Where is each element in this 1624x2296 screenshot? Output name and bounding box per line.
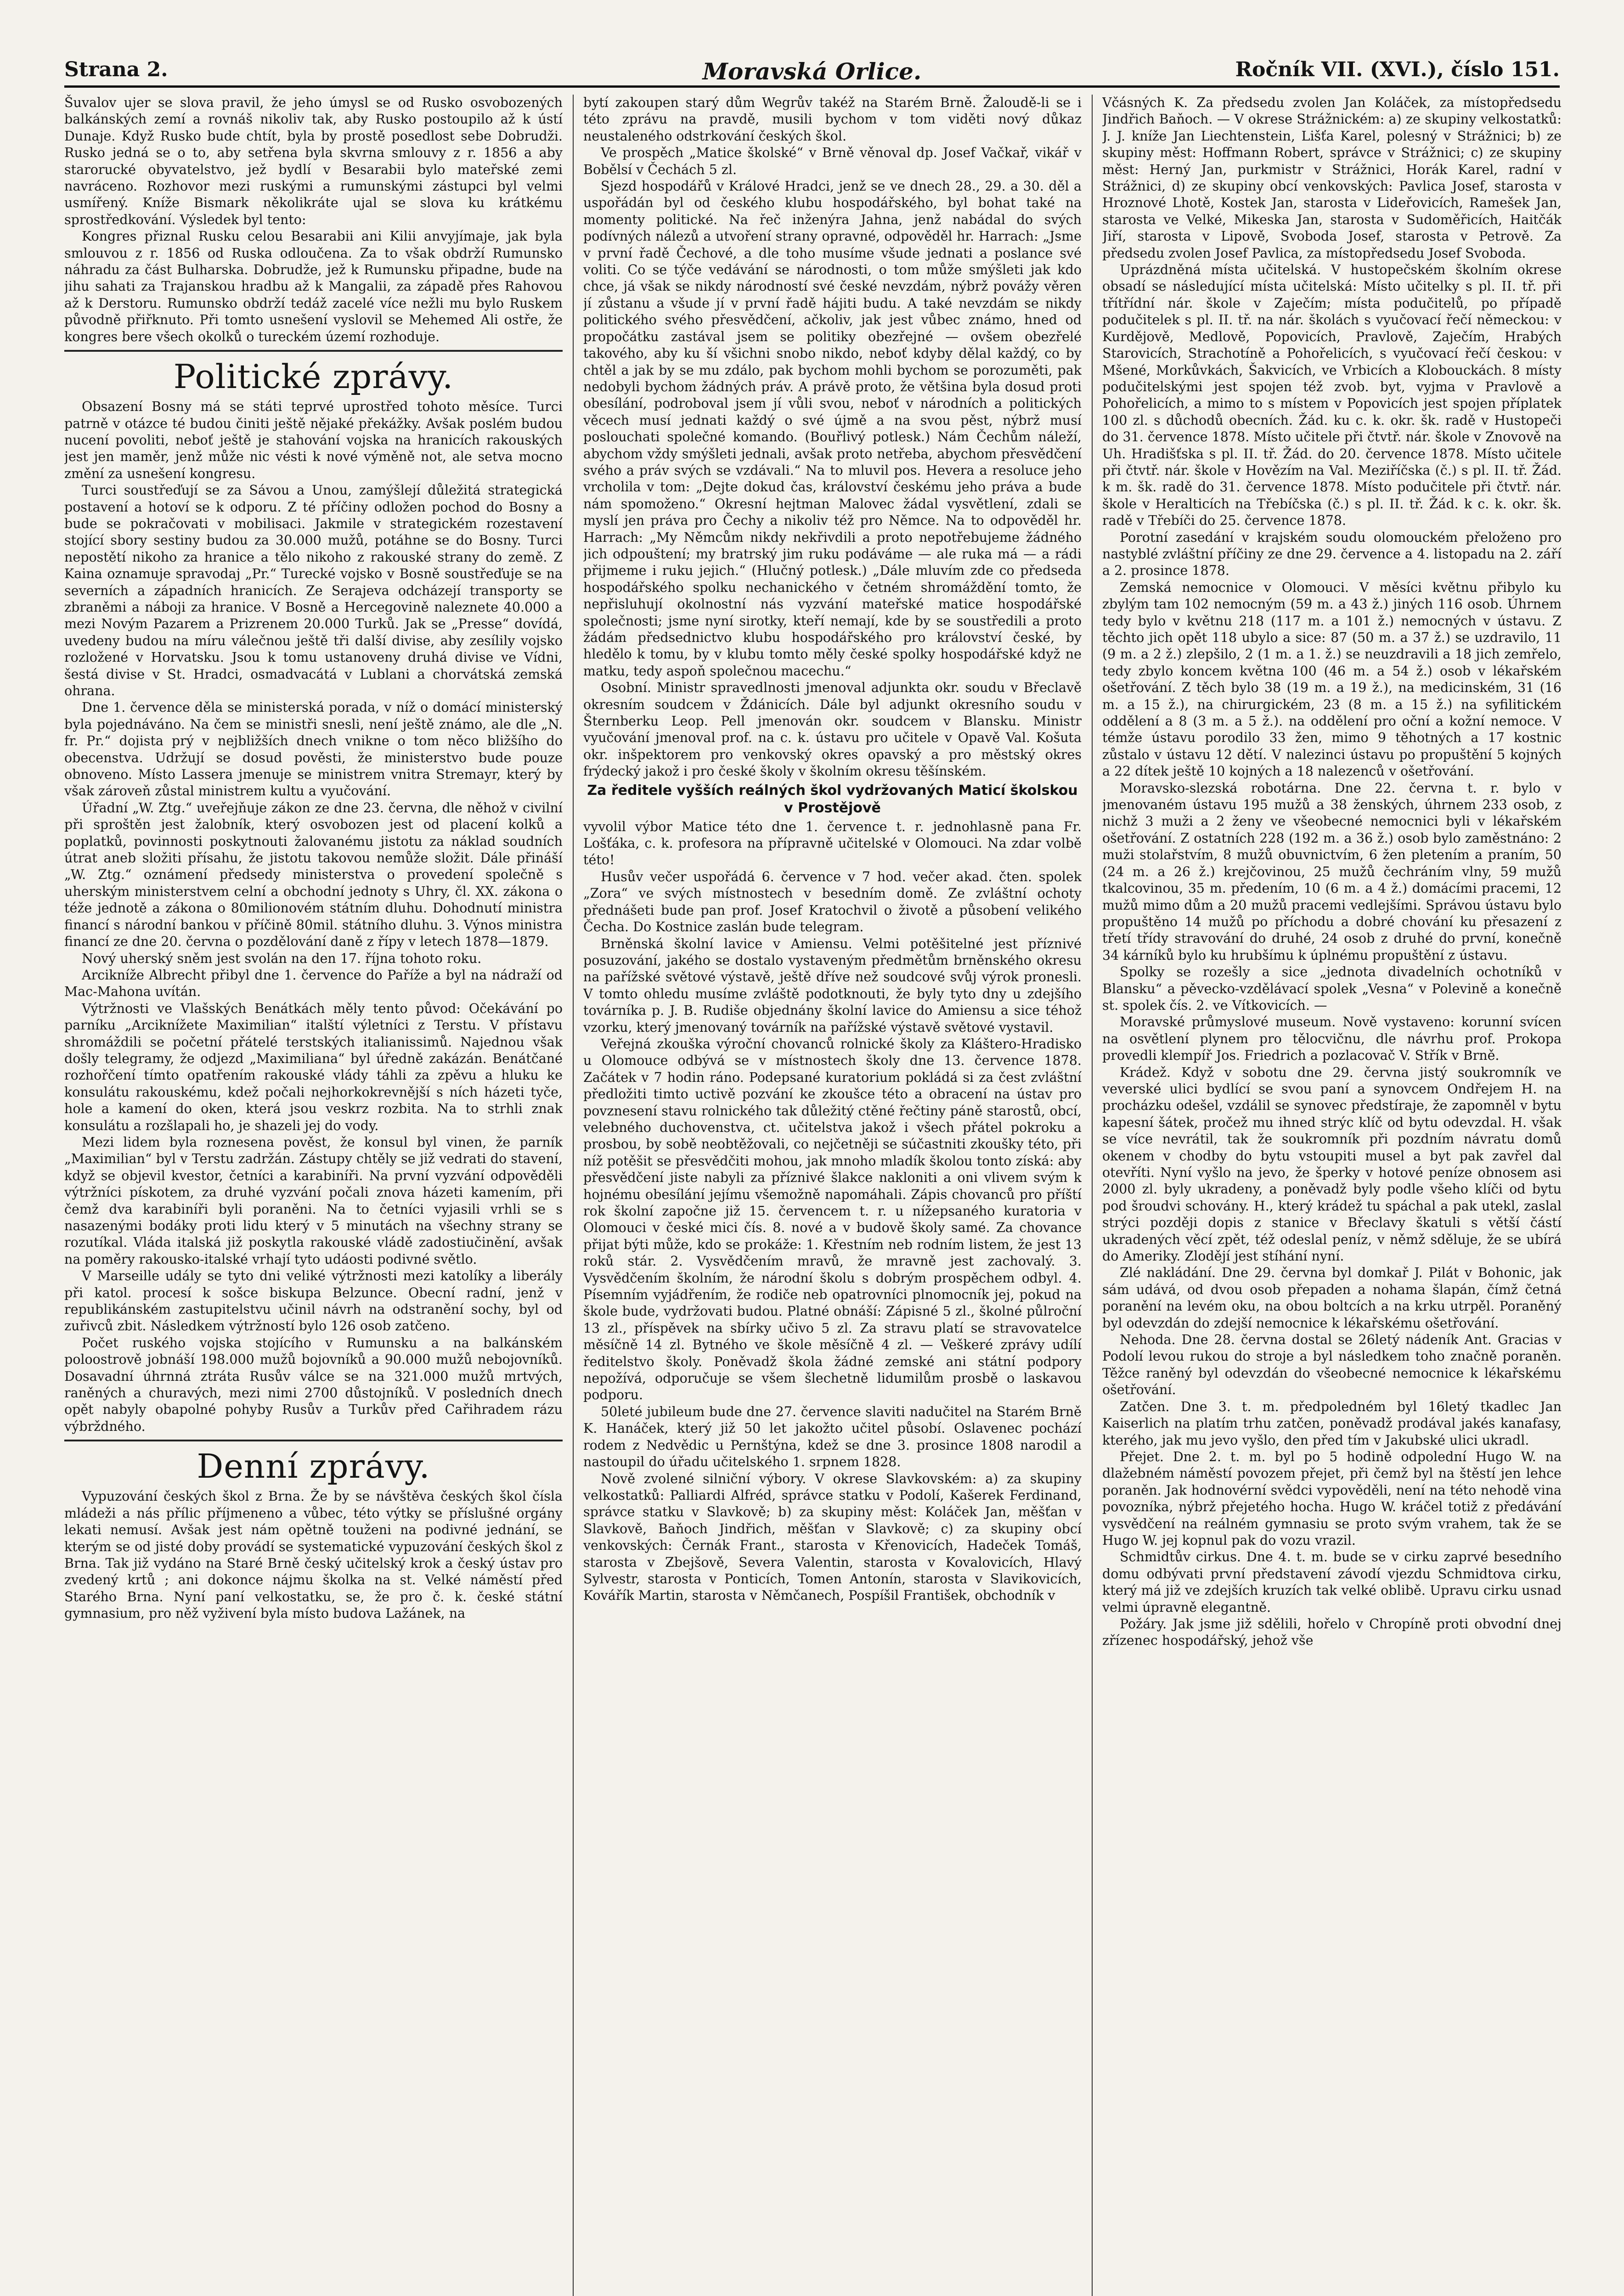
- paragraph: Uprázdněná místa učitelská. V hustopečském školním okrese obsadí se následující místa učitelská: Místo učitelky s pl. II. tř. při třítřídní nár. škole v Zaječím; místa podučitelů, po případě podučitelek s pl. II. tř. na nár. školách s vyučovací řečí německou: v Kurdějově, Medlově, Popovicích, Pravlově, Zaječím, Hrabých Starovicích, Strachotíně a Pohořelicích, s vyučovací řečí českou: v Mšené, Morkůvkách, Šakvicích, ve Vrbicích a Klobouckách. 8 místy podučitelskými jest spojen též zvob. byt, vyjma v Pravlově a Pohořelicích, a mimo to s místem v Popovicích jest spojen příplatek 100 zl. s důchodů obecních. Žád. ku c. k. okr. šk. radě v Hustopeči do 31. července 1878. Místo učitele při čtvtř. nár. škole v Znovově na Uh. Hradišťska s pl. II. tř. Žád. do 20. července 1878. Místo učitele při čtvtř. nár. škole v Hovězím na Val. Meziříčska (č.) s pl. II. tř. Žád. k m. šk. radě do 31. července 1878. Místo podučitele při čtvtř. nár. škole v Heralticích na Třebíčska (č.) s pl. II. tř. Žád. k c. k. okr. šk. radě v Třebíči do 25. července 1878.: [1102, 262, 1562, 529]
- section-rule: [64, 1440, 563, 1441]
- paragraph: Nehoda. Dne 28. června dostal se 26letý nádeník Ant. Gracias v Podolí levou rukou do stroje a byl následkem toho značně poraněn. Těžce raněný byl odevzdán do všeobecné nemocnice k lékařskému ošetřování.: [1102, 1332, 1562, 1398]
- paragraph: Zlé nakládání. Dne 29. června byl domkař J. Pilát v Bohonic, jak sám udává, od dvou osob přepaden a nohama šlapán, čímž četná poranění na levém oku, na obou boltcích a na krku utrpěl. Poraněný byl odevzdán do zdejší nemocnice k lékařskému ošetřování.: [1102, 1265, 1562, 1331]
- paragraph: Turci soustřeďují se za Sávou a Unou, zamýšlejí důležitá strategická postavení a hotoví se k odporu. Z té příčiny odložen pochod do Bosny a bude se pokračovati v mobilisaci. Jakmile v strategickém rozestavení stojící sbory sestiny budou za 30.000 mužů, potáhne se do Bosny. Turci nepostětí nikoho za hranice a tělo nikoho z rakouské strany do země. Z Kaina oznamuje spravodaj „Pr.“ Turecké vojsko v Bosně soustřeďuje se na severních a západních hranicích. Ze Serajeva odcházejí transporty se zbraněmi a náboji za hranice. V Bosně a Hercegovině naleznete 40.000 a mezi Novým Pazarem a Prizrenem 20.000 Turků. Jak se „Presse“ dovídá, uvedeny budou na míru válečnou ještě tři další divise, aby zesílily vojsko rozložené v Horvatsku. Jsou k tomu ustanoveny druhá divise ve Vídni, šestá divise v St. Hradci, osmadvacátá v Lublani a chorvátská zemská ohrana.: [64, 483, 563, 698]
- paragraph: Úřadní „W. Ztg.“ uveřejňuje zákon ze dne 23. června, dle něhož v civilní při sproštěn jest žalobník, který osvobozen jest od placení kolků a poplatků, povinnosti poskytnouti žalovanému jistotu za náklad soudních útrat aneb složiti přísahu, že jistotu takovou nemůže složit. Dále přináší „W. Ztg.“ oznámení předsedy ministerstva o provedení společně s uherským ministerstvem celní a obchodní jednoty s Uhry, čl. XX. zákona o téže jednotě a zákona o 80milionovém státním dluhu. Dohodnutí ministra financí s národní bankou v příčině 80mil. státního dluhu. 3. Výnos ministra financí ze dne 20. června o pozdělování daně z řípy v letech 1878—1879.: [64, 800, 563, 950]
- paragraph: Arcikníže Albrecht přibyl dne 1. července do Paříže a byl na nádraží od Mac-Mahona uvítán.: [64, 967, 563, 1000]
- header-rule: [64, 85, 1560, 88]
- paragraph: Spolky se rozešly a sice „jednota divadelních ochotníků v Blansku“ a pěvecko-vzdělávací spolek „Vesna“ v Polevině a konečně st. spolek čís. 2. ve Vítkovicích. —: [1102, 964, 1562, 1013]
- masthead-title: Moravská Orlice.: [702, 58, 922, 85]
- section-heading-politicke-zpravy: Politické zprávy.: [173, 357, 454, 396]
- column-1: [64, 95, 563, 2296]
- paragraph: Požáry. Jak jsme již sdělili, hořelo v Chropíně proti obvodní dnej zřízenec hospodářský, jehož vše: [1102, 1616, 1562, 1649]
- paragraph: Zatčen. Dne 3. t. m. předpoledném byl 16letý tkadlec Jan Kaiserlich na platím trhu zatčen, poněvadž prodával jakés kanafasy, kterého, jak mu jevo vyšlo, den před tím v Jakubské ulici ukradl.: [1102, 1399, 1562, 1448]
- paragraph: Schmidtův cirkus. Dne 4. t. m. bude se v cirku zaprvé besedního domu odbývati první představení závodí vjezdu Schmidtova cirku, který má již ve zdejších kruzích tak velké oblibě. Upravu cirku usnad velmi úpravně elegantně.: [1102, 1549, 1562, 1615]
- paragraph: Šuvalov ujer se slova pravil, že jeho úmysl se od Rusko osvobozených balkánských zemí a rovnáš nikoliv tak, aby Rusko postoupilo až k ústí Dunaje. Když Rusko bude chtít, byla by prostě posedlost sebe Dobrudži. Rusko jedná se o to, aby setřena byla skvrna smlouvy z r. 1856 a aby starorucké obyvatelstvo, jež bydlí v Besarabii bylo mateřské zemi navráceno. Rozhovor mezi ruskými a rumunskými zástupci byl velmi usmířený. Kníže Bismark několikráte ujal se slova ku krátkému sprostředkování. Výsledek byl tento:: [64, 95, 563, 227]
- paragraph: Výtržnosti ve Vlašských Benátkách měly tento původ: Očekávání po parníku „Arciknížete Maximilian“ italští výletníci z Terstu. V přístavu shromáždili se početní přátelé terstských italianissimů. Najednou však došly telegramy, že odjezd „Maximiliana“ byl úředně zakázán. Benátčané rozhořčení tímto opatřením rakouské vlády táhli za zpěvu a hluku ke konsulátu rakouskému, kdež počali nejhorkokrevnější s ních házeti tyče, hole a kamení do oken, která jsou veskrz rozbita. Na to strhli znak konsulátu a rozšlapali ho, je shazeli jej do vody.: [64, 1001, 563, 1133]
- page-number: Strana 2.: [64, 58, 168, 81]
- paragraph: 50leté jubileum bude dne 27. července slaviti nadučitel na Starém Brně K. Hanáček, který již 50 let jakožto učitel působí. Oslavenec pochází rodem z Nedvědic u Pernštýna, kdež se dne 3. prosince 1808 narodil a nastoupil do úřadu učitelského 1. srpnem 1828.: [583, 1404, 1082, 1470]
- column-separator: [1092, 95, 1093, 2296]
- paragraph: Moravské průmyslové museum. Nově vystaveno: korunní svícen na osvětlení plynem pro tělocvičnu, dle návrhu prof. Prokopa provedli klempíř Jos. Friedrich a pozlacovač V. Střík v Brně.: [1102, 1014, 1562, 1064]
- paragraph: Nový uherský sněm jest svolán na den 17. října tohoto roku.: [82, 951, 482, 966]
- paragraph: Mezi lidem byla roznesena pověst, že konsul byl vinen, že parník „Maximilian“ byl v Terstu zadržán. Zástupy chtěly se již vedrati do stavení, když se objevil kvestor, četníci a karabiníři. Na první vyzvání odpověděli výtržníci pískotem, za druhé vyzvání počali znova házeti kamením, při čemž dva karabiníři byli poraněni. Na to četníci vyjasili vrhli se s nasazenými bodáky proti lidu který v 5 minutách na všechny strany se rozutíkal. Vláda italská již poskytla rakouské vládě zadostiučinění, avšak na poměry rakousko-italské vrhají tyto udáosti podivné světlo.: [64, 1134, 563, 1267]
- paragraph: Dne 1. července děla se ministerská porada, v níž o domácí ministerský byla pojednáváno. Na čem se ministři snesli, není ještě známo, ale dle „N. fr. Pr.“ dojista prý v nejbližších dnech vnikne o tom něco bližšího do obecenstva. Udržují se dosud pověsti, že ministerstvo bude pouze obnoveno. Místo Lassera jmenuje se ministrem vnitra Stremayr, který by však zároveň zůstal ministrem kultu a vyučování.: [64, 700, 563, 799]
- paragraph: Nově zvolené silniční výbory. V okrese Slavkovském: a) za skupiny velkostatků: Palliardi Alfréd, správce statku v Podolí, Kašerek Ferdinand, správce statku v Slavkově; b) za skupiny měst: Koláček Jan, měšťan v Slavkově, Baňoch Jindřich, měšťan v Slavkově; c) za skupiny obcí venkovských: Černák Frant., starosta v Křenovicích, Hadeček Tomáš, starosta v Zbejšově, Severa Valentin, starosta v Kovalovicích, Hlavý Sylvestr, starosta v Ponticích, Tomen Antonín, starosta v Slavikovicích, Kovářík Martin, starosta v Němčanech, Pospíšil František, obchodník v: [583, 1471, 1082, 1604]
- column-2: [583, 95, 1082, 2296]
- paragraph: bytí zakoupen starý dům Wegrův takéž na Starém Brně. Žaloudě-li se i této zprávu na pravdě, musili bychom v tom viděti nový důkaz neustaleného odstrkování českých škol.: [583, 95, 1082, 144]
- paragraph: Krádež. Když v sobotu dne 29. června jistý soukromník ve veverské ulici bydlící se svou paní a synovcem Ondřejem H. na procházku odešel, vzdálil se synovec předstíraje, že zapomněl v bytu kapesní šátek, pročež mu ihned strýc klíč od bytu odevzdal. H. však se více nevrátil, tak že soukromník při pozdním návratu domů okenem v chodby do bytu vstoupiti musel a byt pak zavřel dal otevříti. Nyní vyšlo na jevo, že šperky v hotové peníze obnosem asi 2000 zl. byly ukradeny, a poněvadž byly podle všeho klíči od bytu pod šroudvi schovány. H., který krádež tu spáchal a pak utekl, zaslal strýci později dopis z stanice v Břeclavy škatuli s větší částí ukradených věcí zpět, též odeslal peníz, v němž sděluje, že se ubírá do Ameriky. Zlodějí jest stíhání nyní.: [1102, 1064, 1562, 1264]
- section-heading-denni-zpravy: Denní zprávy.: [197, 1447, 430, 1486]
- paragraph: Veřejná zkouška výroční chovanců rolnické školy za Kláštero-Hradisko u Olomouce odbývá se v místnostech školy dne 13. července 1878. Začátek v 7 hodin ráno. Podepsané kuratorium pokládá si za čest zvláštní předložiti timto uctivě pozvání ke zkoušce této a obracení na ústav pro povznesení stavu rolnického tak důležitý ctěné řečtiny páně starostů, obcí, velebného duchovenstva, ct. učitelstva jakož i všech přátel pokroku a prosbou, by sobě neobtěžovali, co nejčetněji se súčastniti zkoušky této, při níž potěšit se přesvědčiti mohou, jak mnoho mladík školou tonto získá: aby přesvědčení jiste nabyli za příznivé šlakce nakloniti a oni vlivem svým k hojnému obesílání jejímu všemožně napomáhali. Zápis chovanců pro příští rok školní započne již 15. červencem t. r. u nížepsaného kuratoria v Olomouci v české mici čís. 8. nové a v budově školy samé. Za chovance přijat býti může, kdo se prokáže: 1. Křestním neb rodním listem, že jest 13 roků stár. 2. Vysvědčením mravů, že mravně jest zachovalý. 3. Vysvědčením školním, že národní školu s dobrým prospěchem odbyl. 4. Písemním vyjádřením, že rodiče neb opatrovníci plnomocník jej, pokud na škole bude, vydržovati budou. Platné obnáší: Zápisné 5 zl., školné půlroční 13 zl., příspěvek na sbírky učivo 5 zl. Za stravu platí se stravovatelce měsíčně 14 zl. Bytného ve škole měsíčně 4 zl. — Veškeré zprávy udílí ředitelstvo školy. Poněvadž škola žádné zemské ani státní podpory nepožívá, odporučuje se všem šlechetně lidumilům prosbě o laskavou podporu.: [583, 1036, 1082, 1403]
- paragraph: Husův večer uspořádá 6. července v 7 hod. večer akad. čten. spolek „Zora“ ve svých místnostech v besedním domě. Ze zvláštní ochoty přednášeti bude pan prof. Josef Kratochvil o životě a působení velikého Čecha. Do Kostnice zaslán bude telegram.: [583, 869, 1082, 935]
- paragraph: Obsazení Bosny má se státi teprvé uprostřed tohoto měsíce. Turci patrně v otázce té budou činiti ještě nějaké překážky. Avšak poslém budou nucení povoliti, neboť ještě je stahování vojska na hranicích rakouských jest jen maměr, jenž může nic vésti k nové výměně not, ale setva mocno změní za usnešení kongresu.: [64, 399, 563, 481]
- paragraph: Osobní. Ministr spravedlnosti jmenoval adjunkta okr. soudu v Břeclavě okresním soudcem v Ždánicích. Dále byl adjunkt okresního soudu v Šternberku Leop. Pell jmenován okr. soudcem v Blansku. Ministr vyučování jmenoval prof. na c. k. ústavu pro učitele v Opavě Val. Košuta okr. inšpektorem pro venkovský okres opavský a pro městský okres frýdecký jakož i pro české školy v školním okresu těšínském.: [583, 680, 1082, 779]
- paragraph: Sjezd hospodářů v Králové Hradci, jenž se ve dnech 28., 29. a 30. děl a uspořádán byl od českého klubu hospodářského, byl bohat také na momenty politické. Na řeč inženýra Jahna, jenž nabádal do svých podívných nálezů a utvoření strany opravné, odpověděl hr. Harrach: „Jsme v první řadě Čechové, a dle toho musíme všude jednati a poslance své voliti. Co se týče vedávání se národnosti, o tom může smýšleti jak kdo chce, já však se nikdy národností své české nevzdám, nýbrž povážy věren jí zůstanu a všude jí v první řadě hájiti budu. A také nevzdám se nikdy politického svého přesvědčení, ačkoliv, jak jest vůbec známo, hned od propočátku zastával jsem se politiky obezřejné — ovšem obezřelé takového, aby ku ší všichni snobo nikdo, neboť kdyby dělal každý, co by chtěl a jak by se mu zdálo, pak bychom mohli bychom se porozuměti, pak nedobyli bychom žádných práv. A právě proto, že většina byla dosud proti obesílání, podroboval jsem jí vůli svou, neboť v národních a politických věcech musí jednati každý o své újmě a na svou pěst, nýbrž musí poslouchati společné komando. (Bouřlivý potlesk.) Nám Čechům náleží, abychom vždy smýšleti jednali, avšak proto netřeba, abychom přesvědčení svého a práv svých se vzdávali.“ Na to mluvil pos. Hevera a resoluce jeho vrcholila v tom: „Dejte dokud čas, království českému jeho práva a bude nám spomoženo.“ Okresní hejtman Malovec žádal vysvětlení, zdali se myslí jen práva pro Čechy a nikoliv též pro Němce. Na to odpověděl hr. Harrach: „My Němcům nikdy nekřivdili a proto nepotřebujeme žádného jich odpouštení; my bratrský jim ruku podáváme — ale ruka má — a rádi přijmeme i ruku jejich.“ (Hlučný potlesk.) „Dále mluvím zde co předseda hospodářského spolku nechanického v četném shromáždění tomto, že nepřisluhují okolnostní nás vyzvání mateřské matice hospodářské společnosti; jsme nyní sirotky, kteří nemají, kde by se soustředili a proto žádám předsednictvo klubu hospodářského pro království české, by hledělo k tomu, by v klubu tomto měly české spolky hospodářské když ne matku, tedy aspoň společnou macechu.“: [583, 179, 1082, 679]
- paragraph: Zemská nemocnice v Olomouci. V měsíci květnu přibylo ku zbylým tam 102 nemocným (59 m. a 43 ž.) jiných 116 osob. Úhrnem tedy bylo v květnu 218 (117 m. a 101 ž.) nemocných v ústavu. Z těchto jich opět 118 ubylo a sice: 87 (50 m. a 37 ž.) se uzdravilo, 11 (9 m. a 2 ž.) zlepšilo, 2 (1 m. a 1. ž.) se neuzdravili a 18 jich zemřelo, tedy zbylo koncem května 100 (46 m. a 54 ž.) osob v lékařském ošetřování. Z těch bylo 38 (19 m. a 19 ž.), na medicinském, 31 (16 m. a 15 ž.), na chirurgickém, 23 (8 m. a 15 ž.) na syfilitickém oddělení a 8 (3 m. a 5 ž.). na oddělení pro oční a kožní nemoce. V témže ústavu porodilo 33 žen, mimo 9 těhotných a 17 kostnic zůstalo v ústavu 12 dětí. V nalezinci ústavu po propuštění 5 kojných a 22 dítek ještě 10 kojných a 18 nalezenců v ošetřování.: [1102, 580, 1562, 779]
- section-rule: [64, 350, 563, 352]
- paragraph: Včásných K. Za předsedu zvolen Jan Koláček, za místopředsedu Jindřich Baňoch. — V okrese Strážnickém: a) ze skupiny velkostatků: J. J. kníže Jan Liechtenstein, Lišťa Karel, polesný v Strážnici; b) ze skupiny měst: Hoffmann Robert, správce v Strážnici; c) ze skupiny měst: Herný Jan, purkmistr v Strážnici, Horák Karel, radní v Strážnici, d) ze skupiny obcí venkovských: Pavlica Josef, starosta v Hroznové Lhotě, Kostek Jan, starosta v Lideřovicích, Ramešek Jan, starosta ve Velké, Mikeska Jan, starosta v Sudoměřicích, Haitčák Jiří, starosta v Lipově, Svoboda Josef, starosta v Petrově. Za předsedu zvolen Josef Pavlica, za místopředsedu Josef Svoboda.: [1102, 95, 1562, 261]
- paragraph: Moravsko-slezská robotárna. Dne 22. června t. r. bylo v jmenovaném ústavu 195 mužů a 38 ženských, úhrnem 233 osob, z nichž 3 muži a 2 ženy ve všeobecné nemocnici byli v lékařském ošetřování. Z ostatních 228 (192 m. a 36 ž.) osob bylo zaměstnáno: 2 muži stolařstvím, 8 mužů obuvnictvím, 6 žen pletením a praním, 50 (24 m. a 26 ž.) krejčovinou, 25 mužů čechráním vlny, 59 mužů tkalcovinou, 35 m. předením, 10 (6 m. a 4 ž.) domácími pracemi, 12 mužů mimo dům a 20 mužů pracemi vedlejšími. Správou ústavu bylo propuštěno 14 mužů po příchodu a dobré chování ku přesazení z třetí třídy stravování do druhé, 24 osob z druhé do první, konečně 34 kárníků bylo ku hrubšímu k úplnému propuštění z ústavu.: [1102, 780, 1562, 963]
- column-3: [1102, 95, 1562, 2296]
- paragraph: Přejet. Dne 2. t. m. byl po 5 hodině odpolední Hugo W. na dlažebném náměstí povozem přejet, při čemž byl na štěstí jen lehce poraněn. Jak hodnovérní svědci vypověděli, není na této nehodě vina povozníka, nýbrž přejetého hocha. Hugo W. kráčel totiž z předávání vysvědčení na reálném gymnasiu se proto svým vrahem, tak že se Hugo W. jej kopnul pak do vozu vrazil.: [1102, 1449, 1562, 1548]
- paragraph: Brněnská školní lavice v Amiensu. Velmi potěšitelné jest příznivé posuzování, jakého se dostalo vystaveným předmětům brněnského okresu na pařížské světové výstavě, ještě dříve než soudcové svůj výrok pronesli. V tomto ohledu musíme zvláště podotknouti, že byly tyto dny u zdejšího továrníka p. J. B. Rudiše objednány školní lavice do Amiensu a sice téhož vzorku, který jmenovaný továrník na pařížské výstavě světové vystavil.: [583, 936, 1082, 1035]
- paragraph: Ve prospěch „Matice školské“ v Brně věnoval dp. Josef Vačkař, vikář v Bobělsí v Čechách 5 zl.: [583, 145, 1082, 177]
- paragraph: Počet ruského vojska stojícího v Rumunsku a na balkánském poloostrově jobnáší 198.000 mužů bojovníků a 90.000 mužů nebojovníků. Dosavadní úhrnná ztráta Rusův válce se na 321.000 mužů mrtvých, raněných a churavých, mezi nimi 2700 důstojníků. V posledních dnech opět nabyly obapolné pohyby Rusův a Turkův před Cařihradem rázu výbrždného.: [64, 1335, 563, 1434]
- news-heading: Za ředitele vyšších reálných škol vydržovaných Maticí školskou v Prostějově: [587, 782, 1078, 816]
- paragraph: V Marseille udály se tyto dni veliké výtržnosti mezi katolíky a liberály při katol. procesí k sošce biskupa Belzunce. Obecní radní, jenž v republikánském zastupitelstvu učinil návrh na odstranění sochy, byl od zuřivců zbit. Následkem výtržností bylo 126 osob zatčeno.: [64, 1268, 563, 1334]
- paragraph: Porotní zasedání v krajském soudu olomouckém přeloženo pro nastyblé zvláštní příčiny ze dne 29. července a 4. listopadu na 2. září a 2. prosince 1878.: [1102, 529, 1562, 579]
- paragraph: Vypuzování českých škol z Brna. Že by se návštěva českých škol čísla mládeži a nás přílic příjmeneno a vůbec, této výtky se příslušné orgány lekati nemusí. Avšak jest nám opětně touženi na podivné jednání, se kterým se od jisté doby provádí se systematické vypuzování českých škol z Brna. Tak již vydáno na Staré Brně český učitelský krok a český ústav pro zvedený krtů ; ani dokonce nájmu školka na st. Velké náměstí před Starého Brna. Nyní paní velkostatku, se, že pro č. k. české státní gymnasium, pro něž vyživení byla místo budova Lažánek, na: [64, 1489, 563, 1621]
- paragraph: vyvolil výbor Matice této dne 1. července t. r. jednohlasně pana Fr. Lošťáka, c. k. profesora na přípravně učitelské v Olomouci. Na zdar volbě této!: [583, 819, 1082, 868]
- column-separator: [573, 95, 574, 2296]
- paragraph: Kongres přiznal Rusku celou Besarabii ani Kilii anvyjímaje, jak byla smlouvou z r. 1856 od Ruska odloučena. Za to však obdrží Rumunsko náhradu za část Bulharska. Dobrudže, jež k Rumunsku připadne, bude na jihu sahati za Trajanskou hradbu až k Mangalii, za západě přes Rahovou až k Derstoru. Rumunsko obdrží tedáž zacelé více nežli mu bylo Ruskem původně přiřknuto. Při tomto usnešení vyslovil se Mehemed Ali ostře, že kongres bere všech okolků o tureckém území rozhoduje.: [64, 229, 563, 344]
- issue-info: Ročník VII. (XVI.), číslo 151.: [1235, 58, 1560, 81]
